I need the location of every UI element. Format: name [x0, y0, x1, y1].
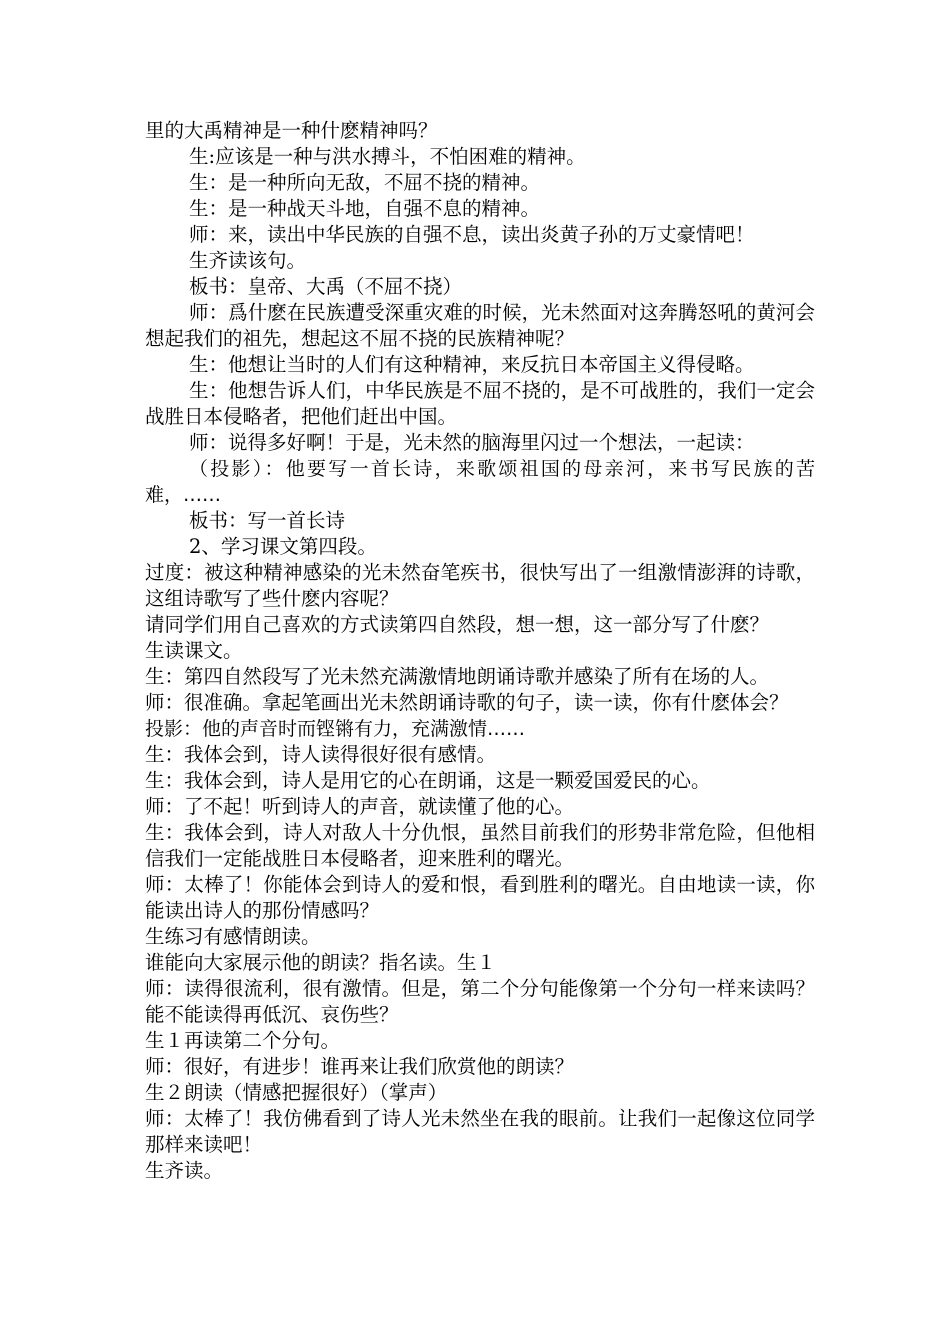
paragraph: 师：太棒了！你能体会到诗人的爱和恨，看到胜利的曙光。自由地读一读，你能读出诗人的那份情感吗？: [145, 873, 815, 922]
paragraph: 生２朗读（情感把握很好）（掌声）: [145, 1081, 448, 1104]
paragraph: 过度：被这种精神感染的光未然奋笔疾书，很快写出了一组激情澎湃的诗歌，这组诗歌写了些什麽内容呢？: [145, 561, 815, 610]
paragraph: 生练习有感情朗读。: [145, 925, 321, 948]
paragraph: 生１再读第二个分句。: [145, 1029, 341, 1052]
paragraph: 生：是一种战天斗地，自强不息的精神。: [189, 197, 541, 220]
paragraph: 师：很准确。拿起笔画出光未然朗诵诗歌的句子，读一读，你有什麽体会？: [145, 691, 789, 714]
paragraph: 师：太棒了！我仿佛看到了诗人光未然坐在我的眼前。让我们一起像这位同学那样来读吧！: [145, 1107, 815, 1156]
paragraph: 师：来，读出中华民族的自强不息，读出炎黄子孙的万丈豪情吧！: [189, 223, 755, 246]
paragraph: 师：读得很流利，很有激情。但是，第二个分句能像第一个分句一样来读吗？能不能读得再低沉、哀伤些？: [145, 977, 815, 1026]
paragraph: 生：我体会到，诗人是用它的心在朗诵，这是一颗爱国爱民的心。: [145, 769, 711, 792]
paragraph: 谁能向大家展示他的朗读？指名读。生１: [145, 951, 497, 974]
paragraph: 生齐读。: [145, 1159, 224, 1182]
paragraph: 生:应该是一种与洪水搏斗，不怕困难的精神。: [189, 145, 586, 168]
paragraph: 生：是一种所向无敌，不屈不挠的精神。: [189, 171, 541, 194]
paragraph: 师：爲什麽在民族遭受深重灾难的时候，光未然面对这奔腾怒吼的黄河会想起我们的祖先，想起这不屈不挠的民族精神呢？: [145, 301, 815, 350]
blackboard-note: 板书：写一首长诗: [189, 509, 346, 532]
paragraph: 生：他想让当时的人们有这种精神，来反抗日本帝国主义得侵略。: [189, 353, 755, 376]
paragraph: 里的大禹精神是一种什麽精神吗？: [145, 119, 438, 142]
paragraph: 生：他想告诉人们，中华民族是不屈不挠的，是不可战胜的，我们一定会战胜日本侵略者，把他们赶出中国。: [145, 379, 815, 428]
section-heading: 2、学习课文第四段。: [189, 535, 377, 558]
paragraph: 师：说得多好啊！于是，光未然的脑海里闪过一个想法，一起读：: [189, 431, 755, 454]
paragraph: 请同学们用自己喜欢的方式读第四自然段，想一想，这一部分写了什麽？: [145, 613, 770, 636]
paragraph: 生：我体会到，诗人对敌人十分仇恨，虽然目前我们的形势非常危险，但他相信我们一定能战胜日本侵略者，迎来胜利的曙光。: [145, 821, 815, 870]
blackboard-note: 板书：皇帝、大禹（不屈不挠）: [189, 275, 463, 298]
projection-text: （投影）：他要写一首长诗，来歌颂祖国的母亲河，来书写民族的苦难，……: [145, 458, 815, 506]
paragraph: 生齐读该句。: [189, 249, 307, 272]
paragraph: 生读课文。: [145, 639, 243, 662]
paragraph: 生：第四自然段写了光未然充满激情地朗诵诗歌并感染了所有在场的人。: [145, 665, 770, 688]
document-page: [145, 118, 815, 1184]
projection-text: 投影：他的声音时而铿锵有力，充满激情……: [145, 718, 526, 740]
paragraph: 生：我体会到，诗人读得很好很有感情。: [145, 743, 497, 766]
paragraph: 师：了不起！听到诗人的声音，就读懂了他的心。: [145, 795, 575, 818]
paragraph: 师：很好，有进步！谁再来让我们欣赏他的朗读？: [145, 1055, 575, 1078]
